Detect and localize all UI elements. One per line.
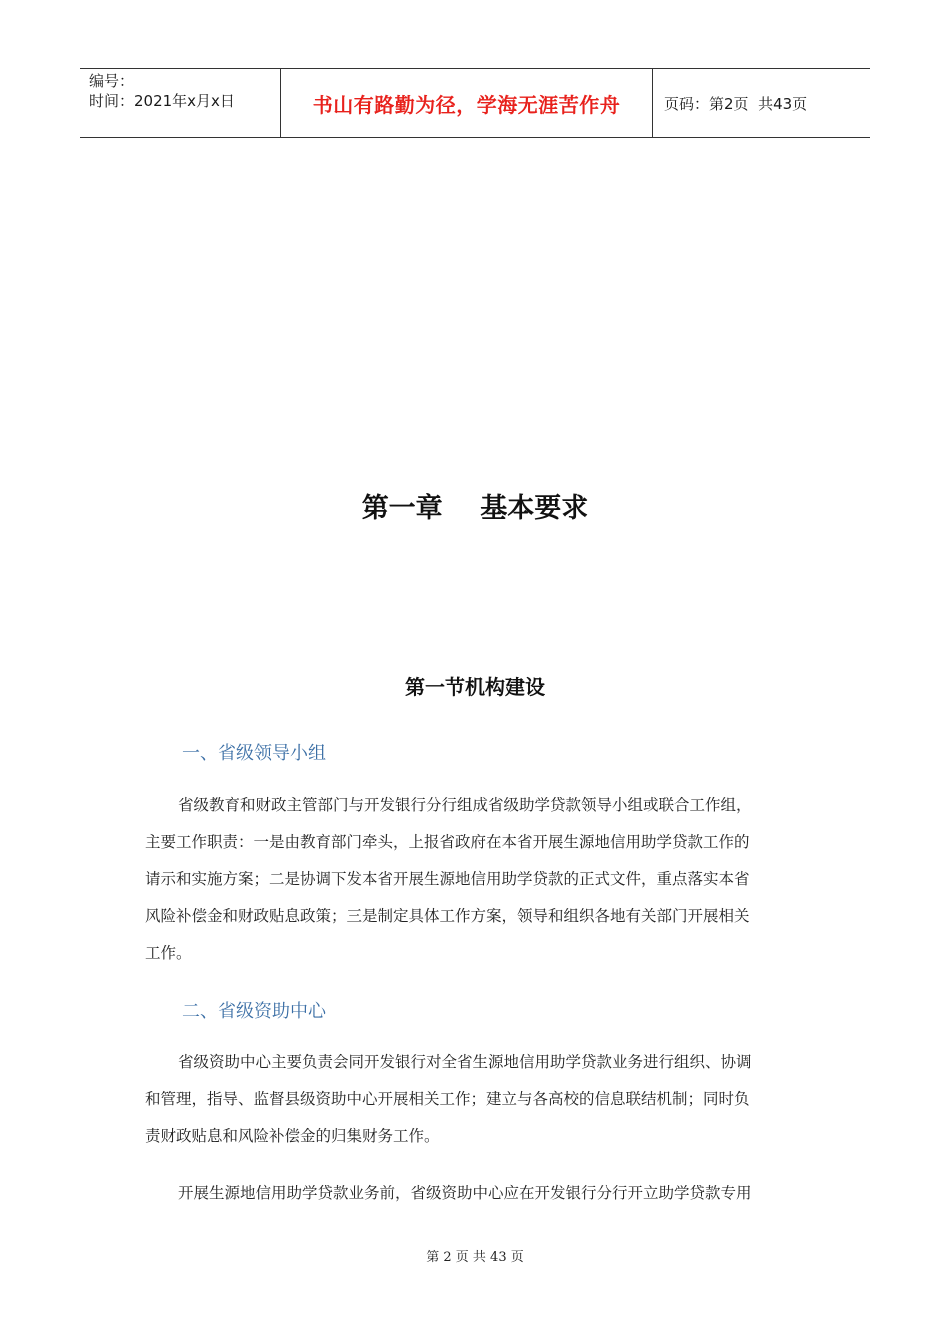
paragraph-line: 请示和实施方案；二是协调下发本省开展生源地信用助学贷款的正式文件，重点落实本省 [145, 870, 750, 888]
paragraph-line: 风险补偿金和财政贴息政策；三是制定具体工作方案，领导和组织各地有关部门开展相关 [145, 907, 750, 925]
paragraph-line: 责财政贴息和风险补偿金的归集财务工作。 [145, 1127, 440, 1145]
paragraph-funding-center [145, 1044, 809, 1155]
header-motto: 书山有路勤为径，学海无涯苦作舟 [281, 69, 653, 137]
page-footer: 第 2 页 共 43 页 [426, 1250, 524, 1265]
paragraph-line: 开展生源地信用助学贷款业务前，省级资助中心应在开发银行分行开立助学贷款专用 [178, 1184, 752, 1202]
subsection-heading-leadership-group: 一、省级领导小组 [182, 743, 326, 764]
paragraph-leadership-group [145, 787, 809, 972]
header-page-label: 页码：第2页 共43页 [664, 94, 808, 113]
paragraph-line: 和管理，指导、监督县级资助中心开展相关工作；建立与各高校的信息联结机制；同时负 [145, 1090, 750, 1108]
header-meta-cell [80, 69, 281, 137]
subsection-heading-funding-center: 二、省级资助中心 [182, 1001, 326, 1022]
paragraph-line: 主要工作职责：一是由教育部门牵头，上报省政府在本省开展生源地信用助学贷款工作的 [145, 833, 750, 851]
paragraph-line: 工作。 [145, 944, 192, 962]
document-time-label: 时间：2021年x月x日 [89, 92, 235, 110]
paragraph-line: 省级资助中心主要负责会同开发银行对全省生源地信用助学贷款业务进行组织、协调 [178, 1053, 752, 1071]
paragraph-line: 省级教育和财政主管部门与开发银行分行组成省级助学贷款领导小组或联合工作组， [178, 796, 752, 814]
paragraph-account-opening [145, 1175, 809, 1212]
section-title: 第一节机构建设 [405, 675, 545, 699]
chapter-title: 第一章 基本要求 [361, 493, 589, 524]
header-table [80, 68, 870, 138]
document-number-label: 编号： [89, 72, 135, 90]
